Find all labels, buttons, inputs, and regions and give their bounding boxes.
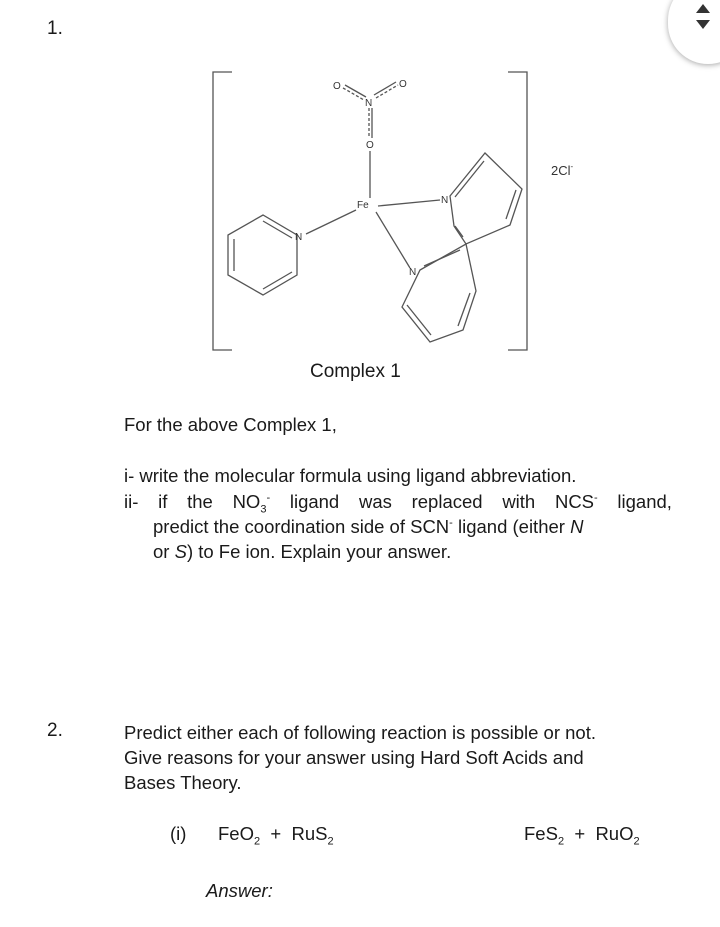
item-ii-line-3: or S) to Fe ion. Explain your answer. [153,541,452,562]
atom-n-bipy-top: N [441,195,449,206]
bond-fe-n-pyridine [306,210,356,234]
bipy-upper-inner-3 [455,226,463,237]
bipy-upper-inner-2 [506,190,516,219]
counter-ion-label: 2Cl- [551,162,574,178]
bond-fe-n-bipy-bottom [376,212,410,268]
q2-line-2: Give reasons for your answer using Hard Soft Acids and [124,747,584,768]
answer-label: Answer: [206,880,273,901]
pyridine-ring [228,215,297,295]
question-2-prompt [124,720,596,795]
bipy-lower-inner-2 [458,293,470,326]
complex-1-structure-diagram [0,0,720,400]
bipy-ring-upper [450,153,522,244]
atom-o-left: O [333,81,341,92]
atom-o-right: O [399,79,407,90]
bipy-lower-inner-3 [407,305,431,335]
item-ii-line-1: ii- if the $NO_3^-$ ligand was replaced with NCS- ligand, [124,491,672,516]
ncs-formula: NCS- [554,491,598,512]
atom-n-pyridine: N [295,232,303,243]
atom-fe: Fe [357,200,369,211]
question-2-number: 2. [47,720,63,741]
reaction-reactants: FeO$_2$ + RuS$_2$ [218,823,334,848]
item-ii-line-2: predict the coordination side of SCN- ligand (either N [153,516,584,537]
left-bracket [213,72,232,350]
question-1-intro: For the above Complex 1, [124,414,337,435]
right-bracket [508,72,527,350]
reaction-products: FeS$_2$ + RuO$_2$ [524,823,640,848]
complex-caption: Complex 1 [310,361,401,382]
no3-formula: $NO_3^-$ [232,491,271,516]
question-1-number: 1. [47,18,63,39]
question-1-item-ii [124,489,672,564]
reaction-label: (i) [170,823,187,844]
bipy-lower-inner-1 [424,250,460,266]
atom-n-bipy-bottom: N [409,267,417,278]
bond-fe-n-bipy-top [378,200,440,206]
q2-line-3: Bases Theory. [124,772,242,793]
question-1-item-i: i- write the molecular formula using ligand abbreviation. [124,465,577,486]
atom-o-bridge: O [366,140,374,151]
atom-n-nitrate: N [365,98,373,109]
bipy-upper-inner-1 [455,161,484,197]
q2-line-1: Predict either each of following reaction is possible or not. [124,722,597,743]
